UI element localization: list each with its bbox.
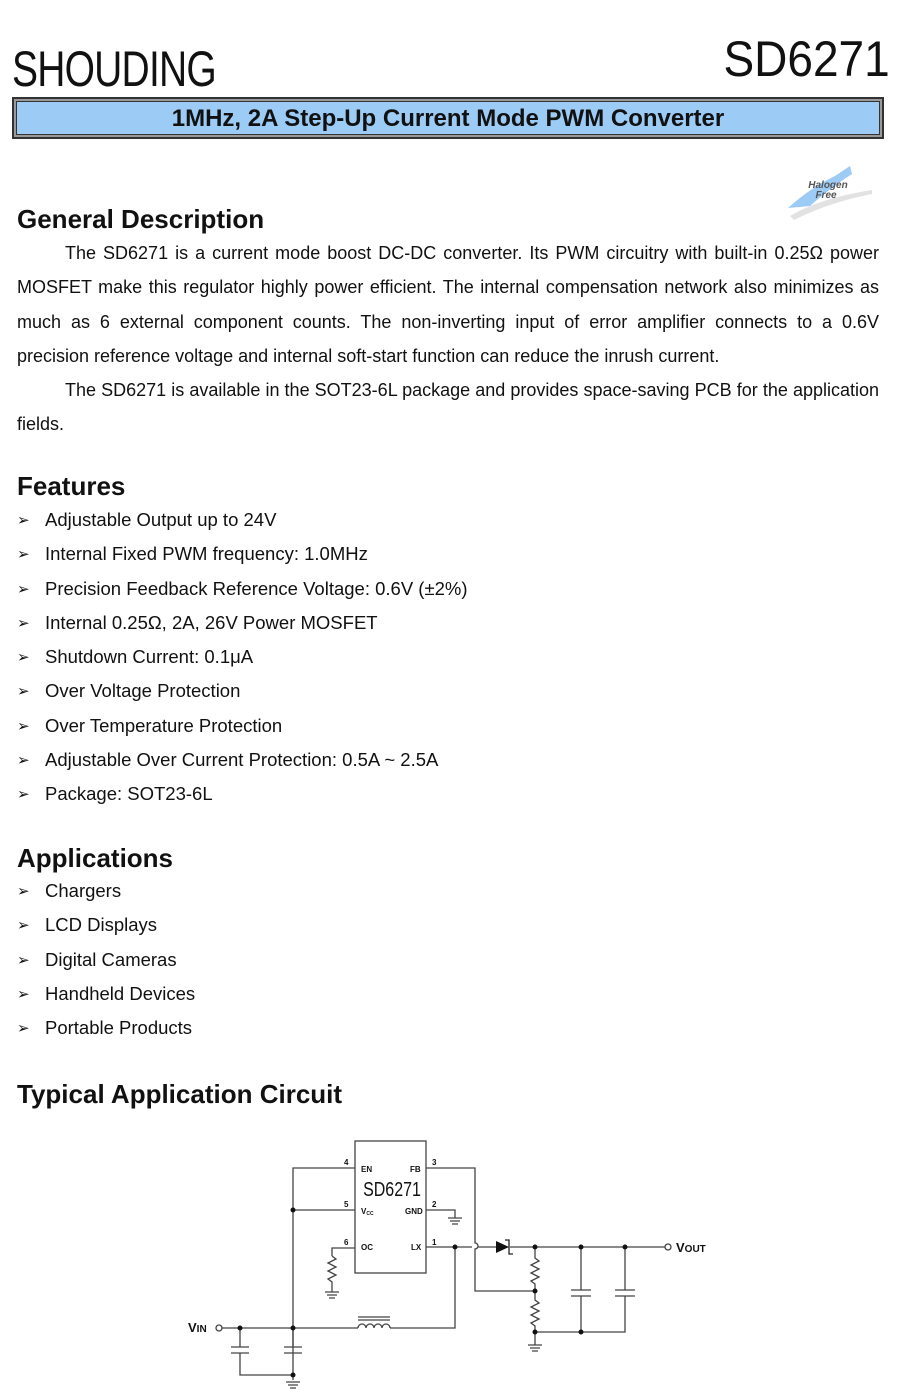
feature-text: Internal 0.25Ω, 2A, 26V Power MOSFET <box>45 611 378 633</box>
inductor-core <box>358 1317 390 1320</box>
vout-terminal <box>665 1244 671 1250</box>
features-heading: Features <box>17 471 126 501</box>
arrow-bullet-icon: ➢ <box>17 649 30 667</box>
pin-num-lx: 1 <box>432 1238 437 1247</box>
pin-label-fb: FB <box>410 1165 421 1174</box>
wire-fb <box>426 1168 535 1291</box>
ground-icon <box>325 1292 339 1298</box>
pin-label-vcc: VCC <box>361 1207 374 1217</box>
description-paragraph: The SD6271 is a current mode boost DC-DC converter. Its PWM circuitry with built-in 0.25Ω power MOSFET make this regulator highly power efficient. The internal compensation network also minimizes as much as 6 external component counts. The non-inverting input of error amplifier connects to a 0.6V precision reference voltage and internal soft-start function can reduce the inrush current. <box>17 243 879 366</box>
pin-num-gnd: 2 <box>432 1200 437 1209</box>
divider-resistor-bottom <box>531 1291 539 1345</box>
applications-heading: Applications <box>17 843 174 873</box>
junction-dot <box>533 1245 538 1250</box>
features-list <box>17 506 468 815</box>
arrow-bullet-icon: ➢ <box>17 1020 30 1038</box>
arrow-bullet-icon: ➢ <box>17 614 30 632</box>
list-item <box>17 609 468 643</box>
feature-text: Package: SOT23-6L <box>45 783 213 805</box>
arrow-bullet-icon: ➢ <box>17 683 30 701</box>
circuit-heading: Typical Application Circuit <box>17 1079 343 1109</box>
vin-label: VIN <box>188 1320 207 1335</box>
list-item <box>17 946 195 980</box>
pin-label-en: EN <box>361 1165 373 1174</box>
application-text: LCD Displays <box>45 914 158 936</box>
junction-dot <box>623 1245 628 1250</box>
schottky-diode-icon <box>496 1241 509 1253</box>
feature-text: Precision Feedback Reference Voltage: 0.6V (±2%) <box>45 577 468 599</box>
feature-text: Adjustable Output up to 24V <box>45 509 277 530</box>
general-description-body <box>17 236 879 442</box>
arrow-bullet-icon: ➢ <box>17 580 30 598</box>
application-text: Chargers <box>45 880 122 901</box>
feature-text: Over Voltage Protection <box>45 680 241 702</box>
halogen-free-badge <box>780 158 880 228</box>
list-item <box>17 677 468 711</box>
divider-resistor-top <box>531 1247 539 1291</box>
vin-terminal <box>216 1325 222 1331</box>
application-text: Handheld Devices <box>45 982 196 1004</box>
ic-name: SD6271 <box>363 1178 421 1201</box>
list-item <box>17 746 468 780</box>
wire-gnd <box>426 1210 455 1218</box>
list-item <box>17 506 468 540</box>
junction-dot <box>291 1326 296 1331</box>
vout-label: VOUT <box>676 1240 706 1255</box>
brand-logo: SHOUDING <box>12 41 216 97</box>
input-cap-1 <box>231 1328 293 1375</box>
title-banner <box>12 97 884 139</box>
ground-icon <box>448 1218 462 1224</box>
list-item <box>17 643 468 677</box>
junction-dot <box>238 1326 243 1331</box>
list-item <box>17 540 468 574</box>
application-text: Portable Products <box>45 1017 193 1039</box>
pin-num-en: 4 <box>344 1158 349 1167</box>
feature-text: Adjustable Over Current Protection: 0.5A ~ 2.5A <box>45 749 439 771</box>
wire-oc <box>332 1248 355 1256</box>
junction-dot <box>453 1245 458 1250</box>
list-item <box>17 877 195 911</box>
description-paragraph: The SD6271 is available in the SOT23-6L package and provides space-saving PCB for the application fields. <box>17 380 879 435</box>
feature-text: Internal Fixed PWM frequency: 1.0MHz <box>45 543 368 565</box>
pin-label-oc: OC <box>361 1243 373 1252</box>
list-item <box>17 712 468 746</box>
arrow-bullet-icon: ➢ <box>17 917 30 935</box>
arrow-bullet-icon: ➢ <box>17 512 30 529</box>
ground-icon <box>528 1345 542 1351</box>
arrow-bullet-icon: ➢ <box>17 786 30 804</box>
badge-text-halogen: Halogen <box>808 180 848 191</box>
junction-dot <box>291 1208 296 1213</box>
pin-label-gnd: GND <box>405 1207 423 1216</box>
junction-dot <box>533 1289 538 1294</box>
pin-num-vcc: 5 <box>344 1200 349 1209</box>
ground-icon <box>286 1382 300 1388</box>
junction-dot <box>579 1245 584 1250</box>
list-item <box>17 911 195 945</box>
arrow-bullet-icon: ➢ <box>17 883 30 900</box>
output-cap-1 <box>571 1247 591 1332</box>
part-number: SD6271 <box>723 31 890 87</box>
oc-resistor <box>328 1256 336 1292</box>
arrow-bullet-icon: ➢ <box>17 752 30 770</box>
list-item <box>17 575 468 609</box>
document-title: 1MHz, 2A Step-Up Current Mode PWM Converter <box>171 105 725 132</box>
feature-text: Over Temperature Protection <box>45 714 283 736</box>
pin-num-oc: 6 <box>344 1238 349 1247</box>
list-item <box>17 780 468 814</box>
pin-label-lx: LX <box>411 1243 422 1252</box>
list-item <box>17 980 195 1014</box>
pin-num-fb: 3 <box>432 1158 437 1167</box>
arrow-bullet-icon: ➢ <box>17 985 30 1003</box>
inductor <box>358 1324 390 1328</box>
junction-dot <box>533 1330 538 1335</box>
list-item <box>17 1014 195 1048</box>
arrow-bullet-icon: ➢ <box>17 951 30 969</box>
junction-dot <box>579 1330 584 1335</box>
general-description-heading: General Description <box>17 204 265 234</box>
junction-dot <box>291 1373 296 1378</box>
feature-text: Shutdown Current: 0.1μA <box>45 646 254 668</box>
arrow-bullet-icon: ➢ <box>17 546 30 564</box>
application-text: Digital Cameras <box>45 948 177 970</box>
applications-list <box>17 877 195 1048</box>
arrow-bullet-icon: ➢ <box>17 717 30 735</box>
badge-text-free: Free <box>815 190 837 201</box>
typical-application-circuit <box>170 1130 730 1397</box>
